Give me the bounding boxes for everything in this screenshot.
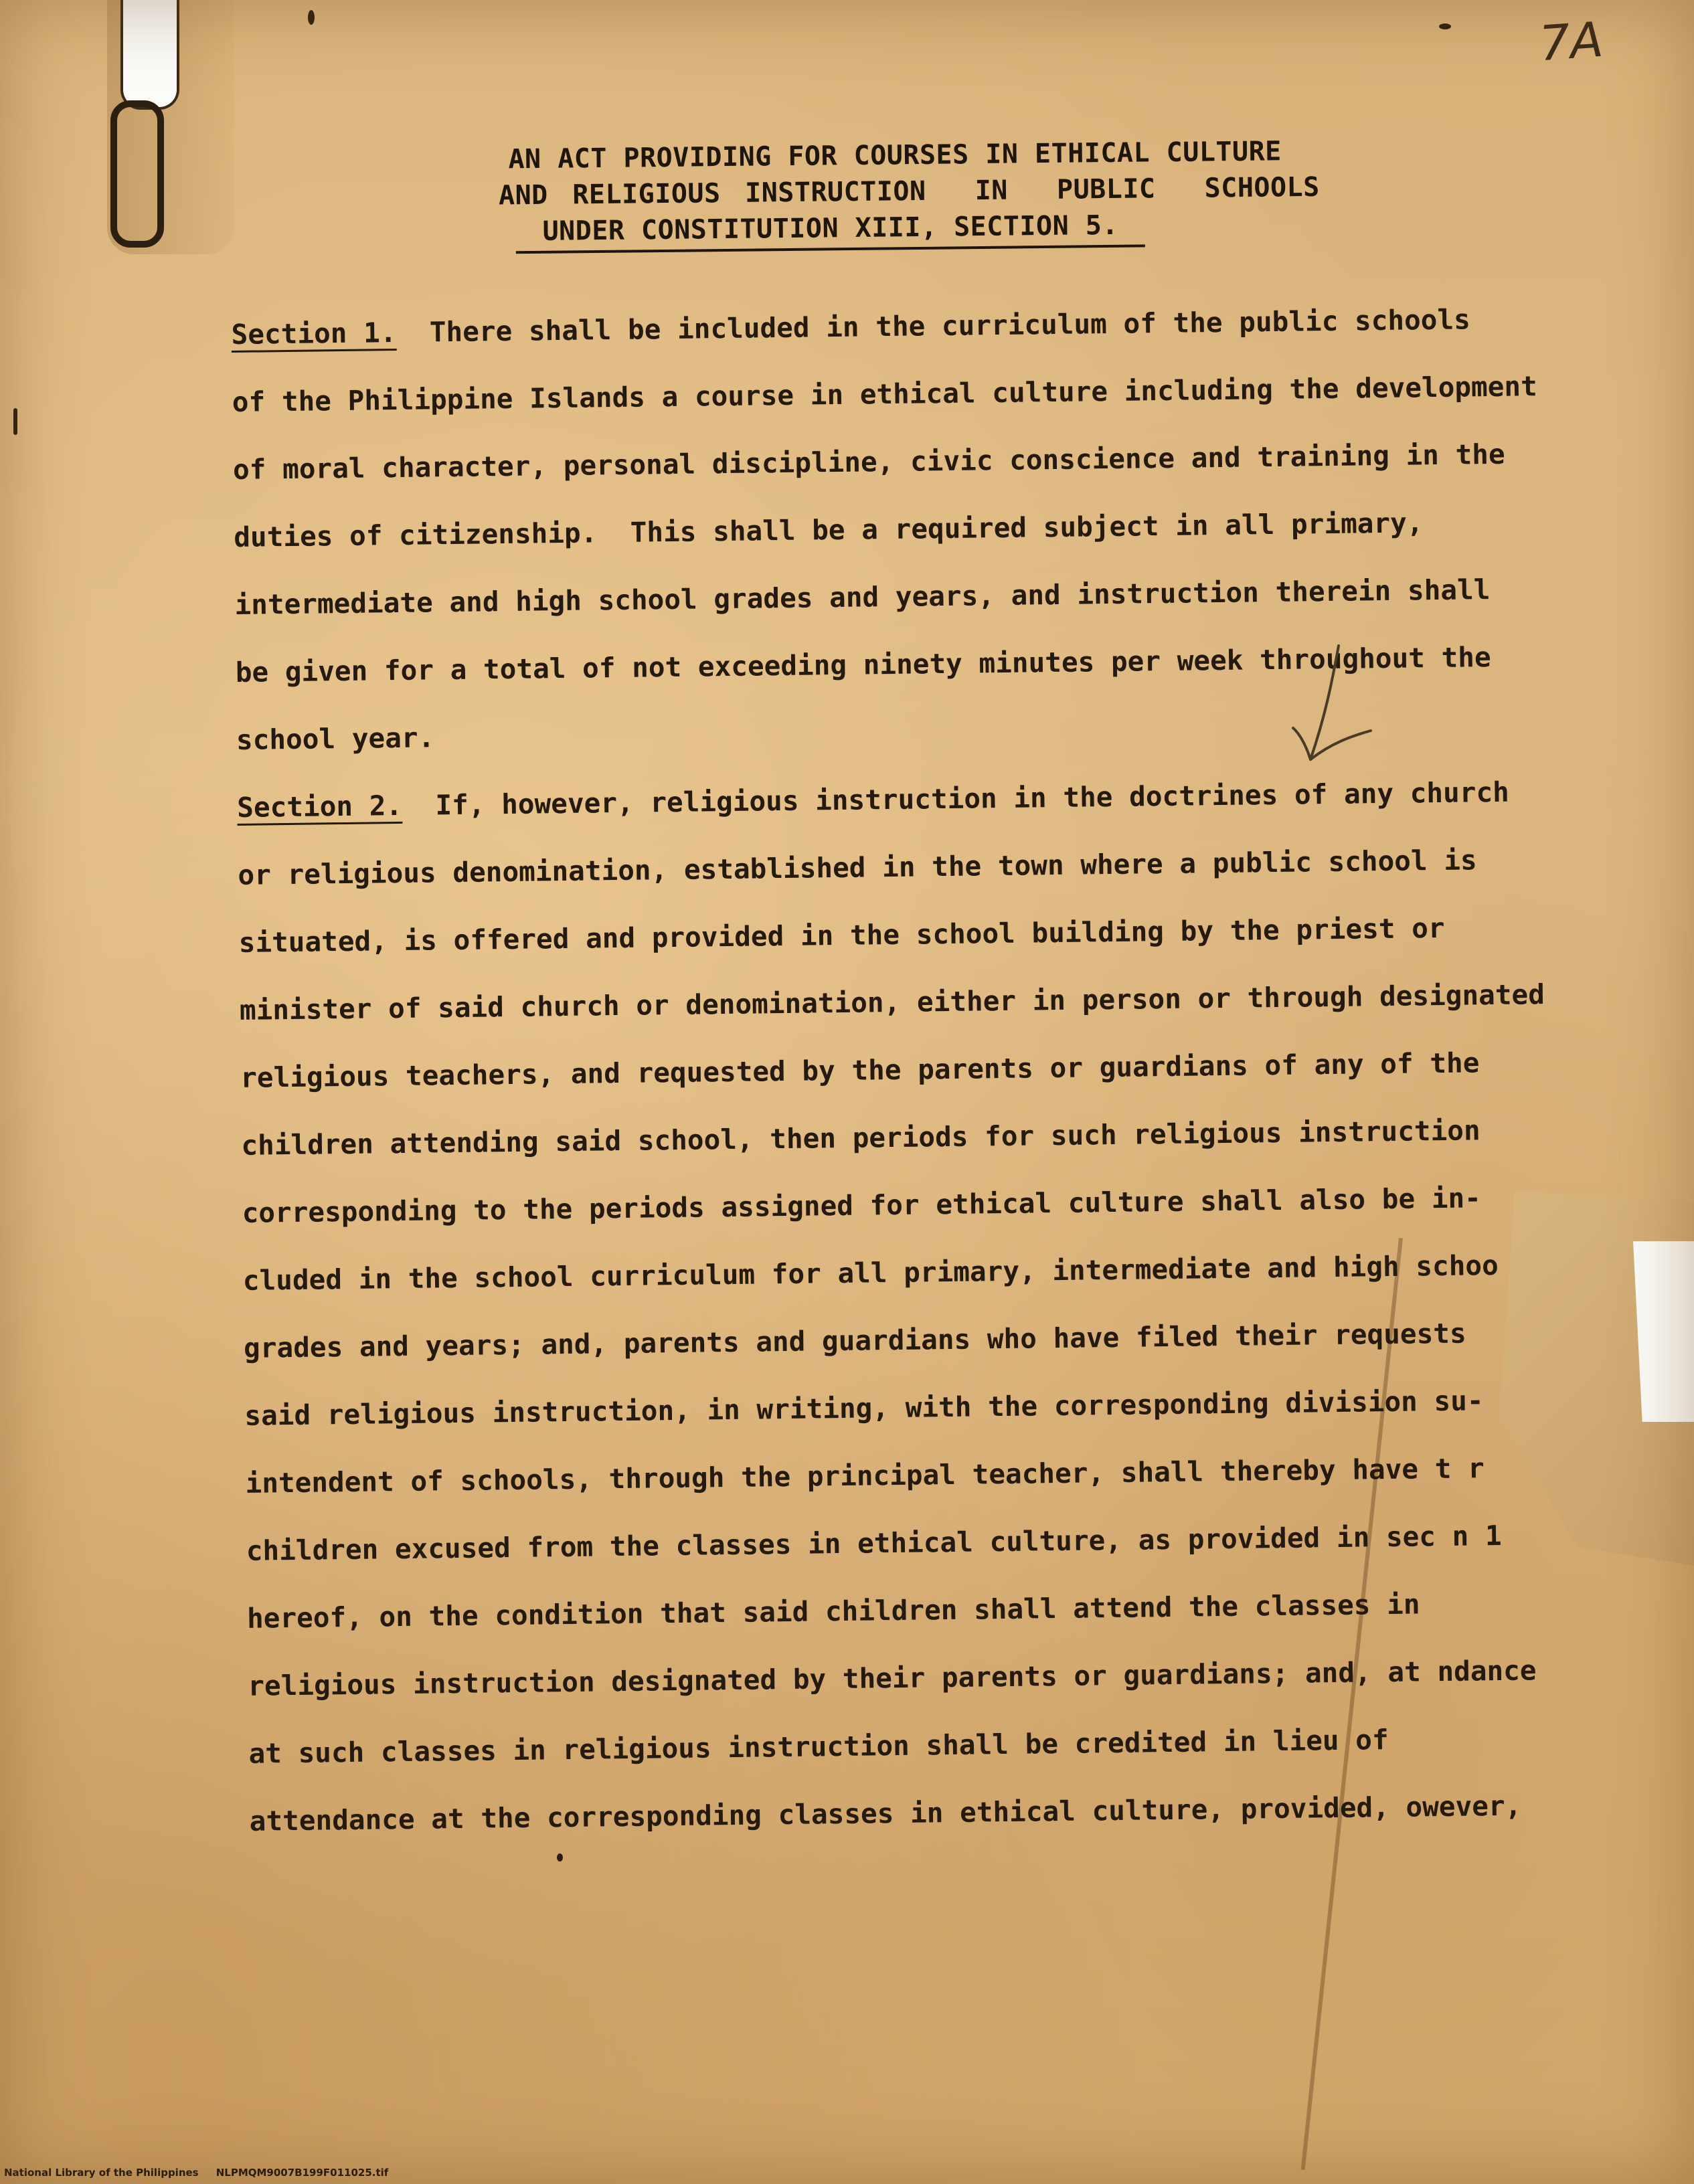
section-2-line: or religious denomination, established in the town where a public school is xyxy=(238,844,1477,891)
section-1-line: of the Philippine Islands a course in ethical culture including the development xyxy=(232,370,1538,418)
section-2-line: religious teachers, and requested by the parents or guardians of any of the xyxy=(240,1046,1480,1094)
section-2-line: grades and years; and, parents and guardians who have filed their requests xyxy=(243,1317,1466,1364)
section-2-line: children excused from the classes in ethical culture, as provided in sec n 1 xyxy=(246,1519,1502,1567)
section-2-line: children attending said school, then periods for such religious instruction xyxy=(241,1114,1480,1162)
section-1-heading: Section 1. xyxy=(231,316,397,351)
section-2-line: said religious instruction, in writing, with the corresponding division su- xyxy=(244,1384,1484,1432)
ink-speck xyxy=(13,408,17,435)
document-body xyxy=(231,284,1622,1855)
section-1-line: school year. xyxy=(236,721,435,756)
section-2-line: attendance at the corresponding classes in ethical culture, provided, owever, xyxy=(249,1789,1522,1837)
title-line-1: AN ACT PROVIDING FOR COURSES IN ETHICAL CULTURE xyxy=(508,136,1282,175)
ink-speck xyxy=(1439,23,1451,29)
section-2-heading: Section 2. xyxy=(236,789,403,824)
section-2-line: If, however, religious instruction in the doctrines of any church xyxy=(435,776,1510,822)
title-line-3: UNDER CONSTITUTION XIII, SECTION 5. xyxy=(515,207,1145,254)
ink-speck xyxy=(557,1853,563,1861)
section-1-line: be given for a total of not exceeding ninety minutes per week throughout the xyxy=(235,641,1491,689)
pencil-checkmark xyxy=(1292,642,1372,769)
section-1-line: intermediate and high school grades and years, and instruction therein shall xyxy=(234,573,1491,621)
corner-annotation: 7A xyxy=(1537,11,1605,72)
archive-stamp: National Library of the Philippines NLPMQM9007B199F011025.tif xyxy=(4,2167,389,2179)
paper-clip xyxy=(110,100,164,248)
section-2-line: at such classes in religious instruction shall be credited in lieu of xyxy=(248,1724,1389,1770)
section-2-line: minister of said church or denomination, either in person or through designated xyxy=(239,978,1545,1026)
title-line-2: AND RELIGIOUS INSTRUCTION IN PUBLIC SCHOOLS xyxy=(498,171,1320,211)
section-2-line: situated, is offered and provided in the school building by the priest or xyxy=(238,911,1445,959)
clip-hole xyxy=(120,0,179,110)
section-2-line: religious instruction designated by their parents or guardians; and, at ndance xyxy=(247,1654,1537,1702)
section-2-line: intendent of schools, through the principal teacher, shall thereby have t r xyxy=(245,1452,1485,1499)
section-2-line: corresponding to the periods assigned for ethical culture shall also be in- xyxy=(242,1182,1482,1229)
section-1-line: duties of citizenship. This shall be a required subject in all primary, xyxy=(234,507,1424,553)
section-1-line: There shall be included in the curriculum of the public schools xyxy=(429,303,1471,349)
torn-gap xyxy=(1633,1241,1694,1422)
ink-speck xyxy=(308,10,315,25)
section-2-line: cluded in the school curriculum for all primary, intermediate and high schoo xyxy=(242,1249,1499,1297)
section-2-line: hereof, on the condition that said children shall attend the classes in xyxy=(246,1588,1420,1635)
document-title xyxy=(495,132,1339,254)
section-1-line: of moral character, personal discipline, civic conscience and training in the xyxy=(232,438,1505,486)
